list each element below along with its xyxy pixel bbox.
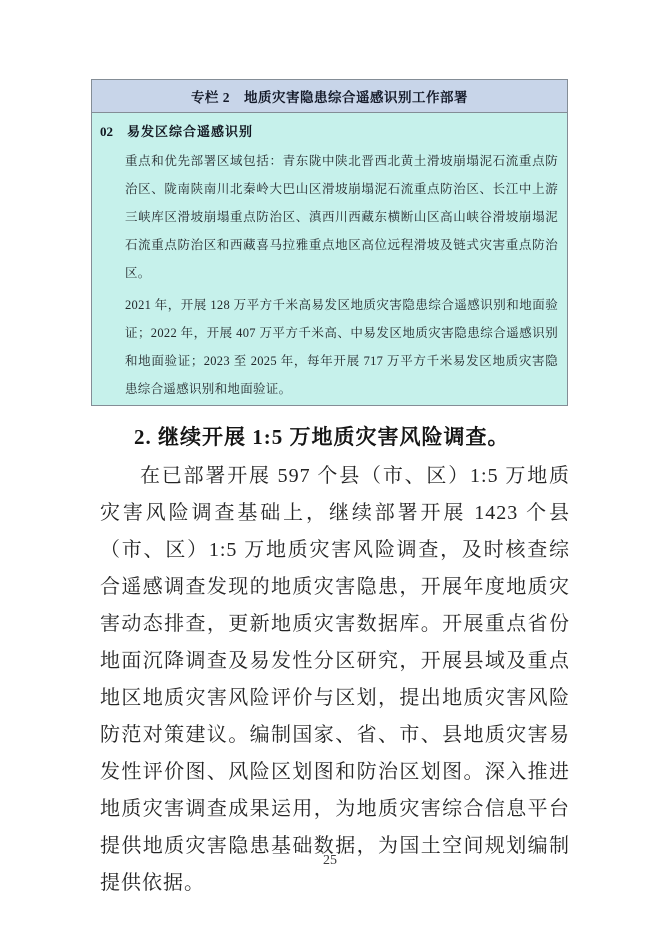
highlight-box-title: 专栏 2 地质灾害隐患综合遥感识别工作部署 (190, 90, 469, 105)
section-subtitle (100, 120, 557, 144)
section-number: 02 (100, 124, 113, 139)
page-number: 25 (323, 853, 337, 868)
body-paragraph: 在已部署开展 597 个县（市、区）1:5 万地质灾害风险调查基础上，继续部署开展 1423 个县（市、区）1:5 万地质灾害风险调查，及时核查综合遥感调查发现的地质灾害隐患，开展年度地质灾害动态排查，更新地质灾害数据库。开展重点省份地面沉降调查及易发性分区研究，开展县域及重点地区地质灾害风险评价与区划，提出地质灾害风险防范对策建议。编制国家、省、市、县地质灾害易发性评价图、风险区划图和防治区划图。深入推进地质灾害调查成果运用，为地质灾害综合信息平台提供地质灾害隐患基础数据，为国土空间规划编制提供依据。 (100, 465, 570, 894)
highlight-box-header (92, 80, 567, 113)
box-paragraph-schedule: 2021 年，开展 128 万平方千米高易发区地质灾害隐患综合遥感识别和地面验证；2022 年，开展 407 万平方千米高、中易发区地质灾害隐患综合遥感识别和地面验证；2023 至 2025 年，每年开展 717 万平方千米易发区地质灾害隐患综合遥感识别和地面验证。 (125, 298, 558, 396)
box-paragraph-regions: 重点和优先部署区域包括：青东陇中陕北晋西北黄土滑坡崩塌泥石流重点防治区、陇南陕南川北秦岭大巴山区滑坡崩塌泥石流重点防治区、长江中上游三峡库区滑坡崩塌重点防治区、滇西川西藏东横断山区高山峡谷滑坡崩塌泥石流重点防治区和西藏喜马拉雅重点地区高位远程滑坡及链式灾害重点防治区。 (125, 154, 558, 280)
highlight-box (91, 79, 568, 406)
section-subtitle-label: 易发区综合遥感识别 (127, 124, 254, 139)
highlight-box-body (92, 113, 567, 405)
section-heading: 2. 继续开展 1:5 万地质灾害风险调查。 (134, 425, 510, 449)
